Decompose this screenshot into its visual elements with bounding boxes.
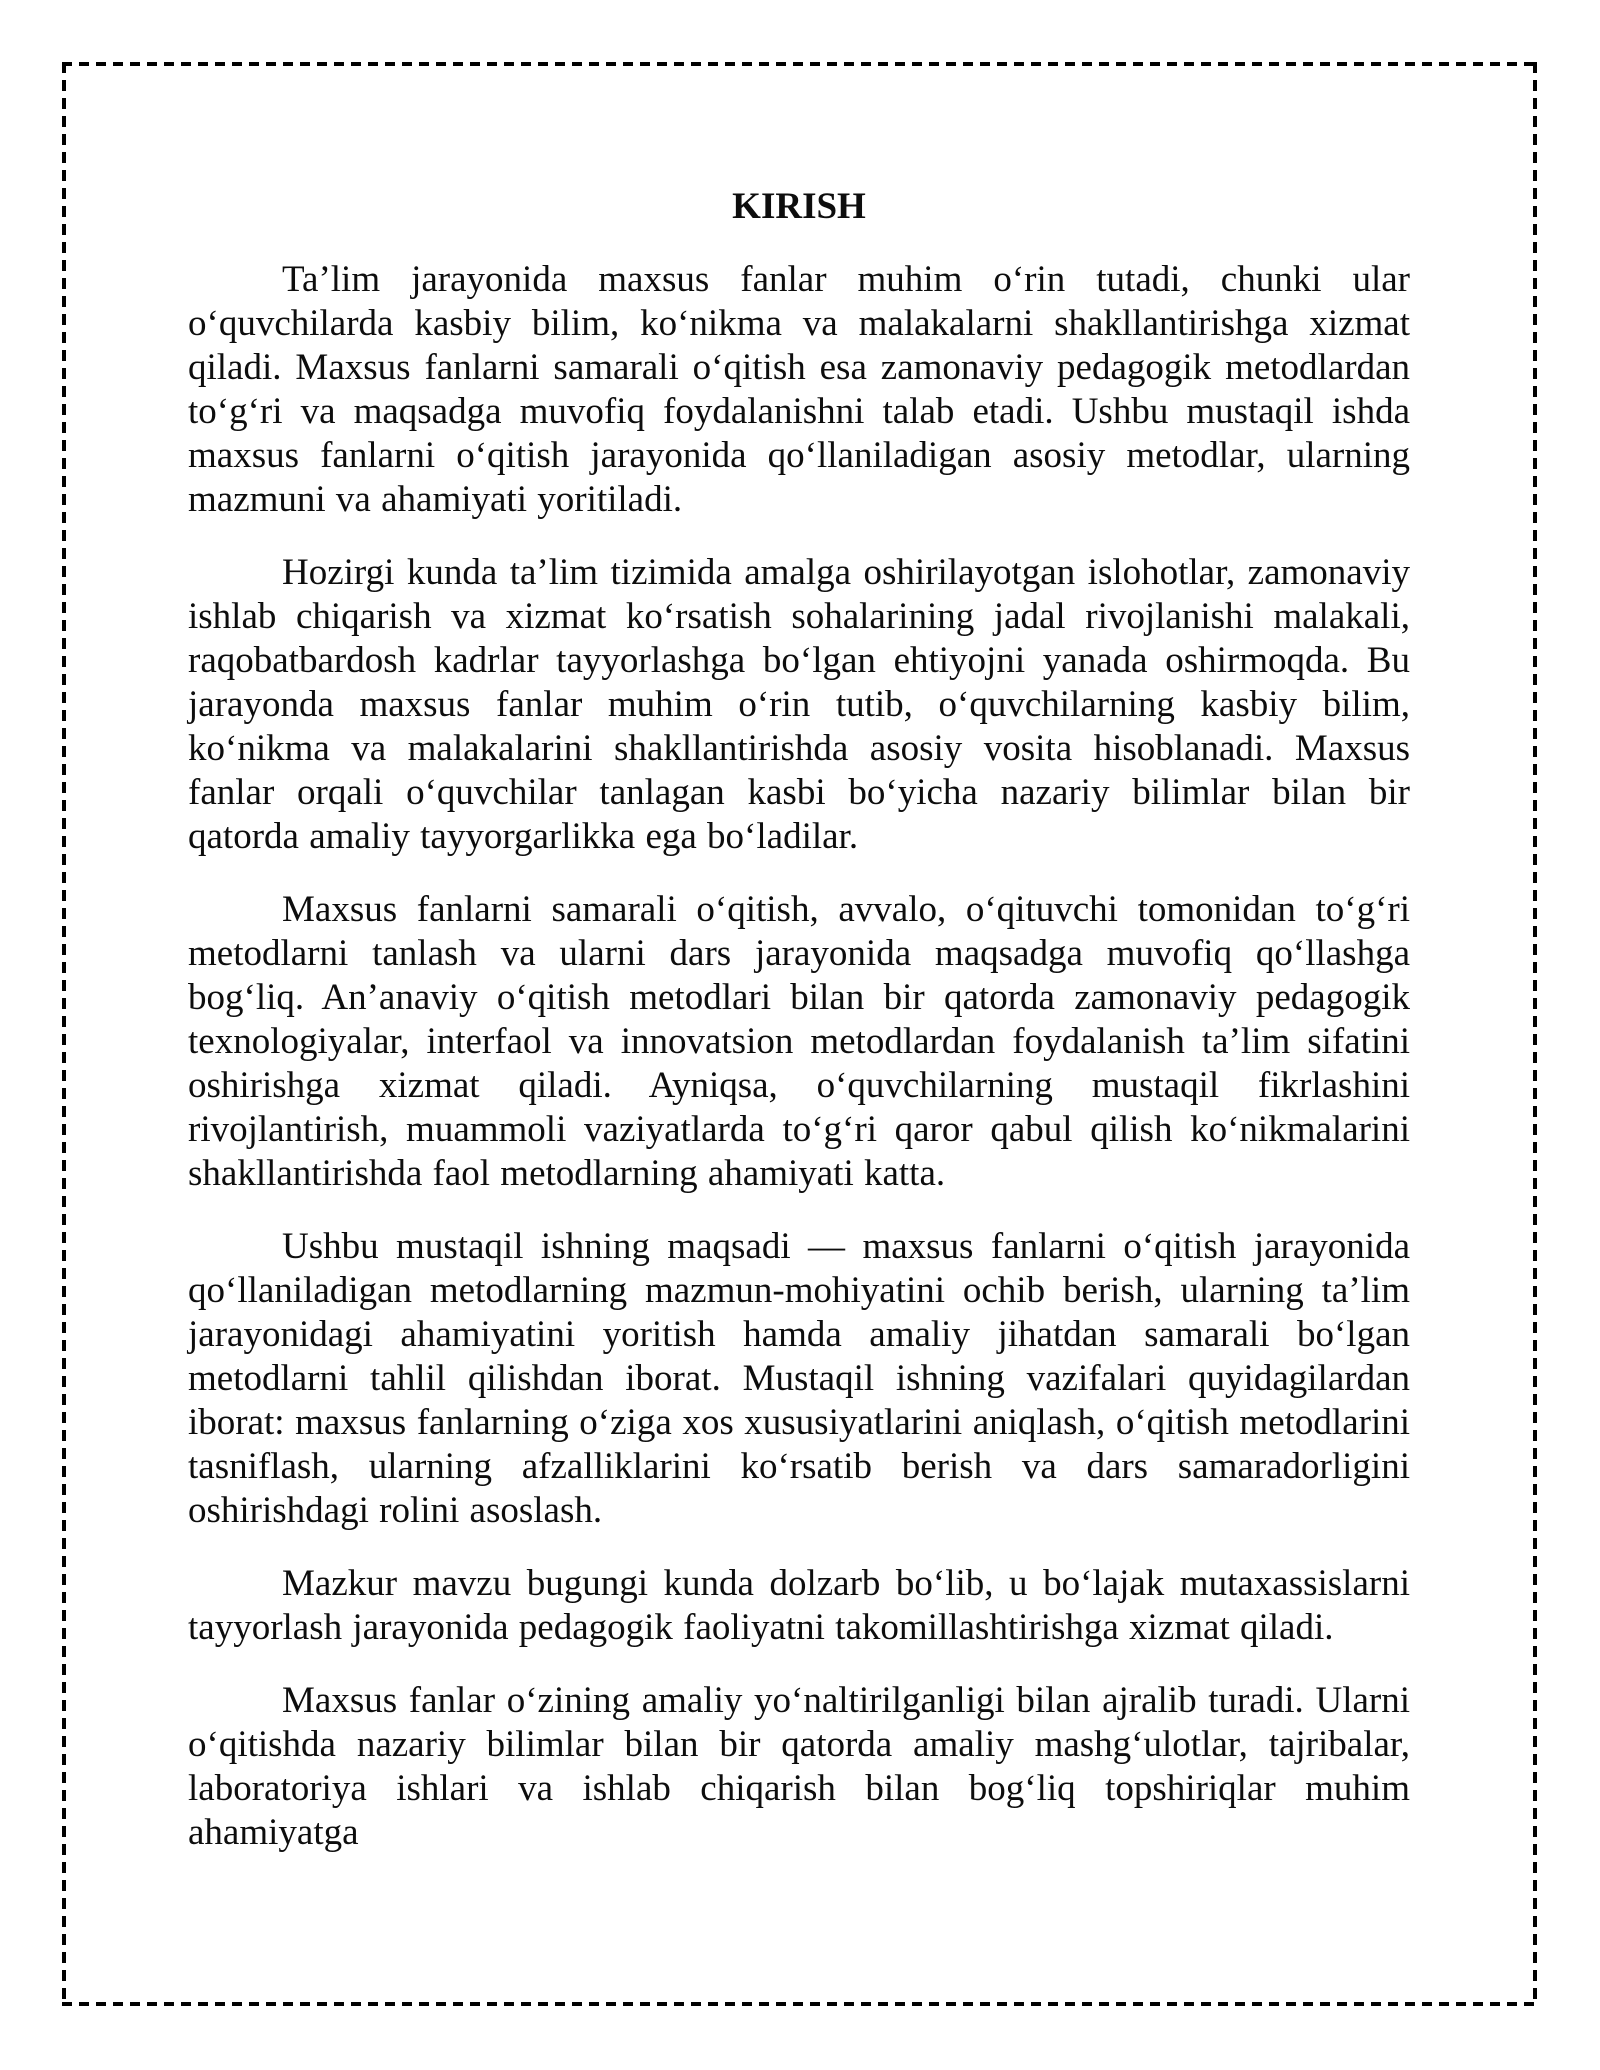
border-edge-left xyxy=(62,62,66,2006)
paragraph-list xyxy=(188,258,1410,1855)
border-edge-bottom xyxy=(62,2002,1537,2006)
paragraph: Maxsus fanlar o‘zining amaliy yo‘naltirilganligi bilan ajralib turadi. Ularni o‘qitishda nazariy bilimlar bilan bir qatorda amaliy mashg‘ulotlar, tajribalar, laboratoriya ishlari va ishlab chiqarish bilan bog‘liq topshiriqlar muhim ahamiyatga xyxy=(188,1680,1410,1853)
border-edge-right xyxy=(1533,62,1537,2006)
document-content xyxy=(188,185,1410,1855)
border-edge-top xyxy=(62,62,1537,66)
paragraph: Mazkur mavzu bugungi kunda dolzarb bo‘lib, u bo‘lajak mutaxassislarni tayyorlash jarayonida pedagogik faoliyatni takomillashtirishga xizmat qiladi. xyxy=(188,1563,1410,1648)
page-title: KIRISH xyxy=(732,186,866,227)
paragraph: Ta’lim jarayonida maxsus fanlar muhim o‘rin tutadi, chunki ular o‘quvchilarda kasbiy bilim, ko‘nikma va malakalarni shakllantirishga xizmat qiladi. Maxsus fanlarni samarali o‘qitish esa zamonaviy pedagogik metodlardan to‘g‘ri va maqsadga muvofiq foydalanishni talab etadi. Ushbu mustaqil ishda maxsus fanlarni o‘qitish jarayonida qo‘llaniladigan asosiy metodlar, ularning mazmuni va ahamiyati yoritiladi. xyxy=(188,259,1410,520)
paragraph: Hozirgi kunda ta’lim tizimida amalga oshirilayotgan islohotlar, zamonaviy ishlab chiqarish va xizmat ko‘rsatish sohalarining jadal rivojlanishi malakali, raqobatbardosh kadrlar tayyorlashga bo‘lgan ehtiyojni yanada oshirmoqda. Bu jarayonda maxsus fanlar muhim o‘rin tutib, o‘quvchilarning kasbiy bilim, ko‘nikma va malakalarini shakllantirishda asosiy vosita hisoblanadi. Maxsus fanlar orqali o‘quvchilar tanlagan kasbi bo‘yicha nazariy bilimlar bilan bir qatorda amaliy tayyorgarlikka ega bo‘ladilar. xyxy=(188,552,1410,857)
paragraph: Maxsus fanlarni samarali o‘qitish, avvalo, o‘qituvchi tomonidan to‘g‘ri metodlarni tanlash va ularni dars jarayonida maqsadga muvofiq qo‘llashga bog‘liq. An’anaviy o‘qitish metodlari bilan bir qatorda zamonaviy pedagogik texnologiyalar, interfaol va innovatsion metodlardan foydalanish ta’lim sifatini oshirishga xizmat qiladi. Ayniqsa, o‘quvchilarning mustaqil fikrlashini rivojlantirish, muammoli vaziyatlarda to‘g‘ri qaror qabul qilish ko‘nikmalarini shakllantirishda faol metodlarning ahamiyati katta. xyxy=(188,889,1410,1194)
paragraph: Ushbu mustaqil ishning maqsadi — maxsus fanlarni o‘qitish jarayonida qo‘llaniladigan metodlarning mazmun-mohiyatini ochib berish, ularning ta’lim jarayonidagi ahamiyatini yoritish hamda amaliy jihatdan samarali bo‘lgan metodlarni tahlil qilishdan iborat. Mustaqil ishning vazifalari quyidagilardan iborat: maxsus fanlarning o‘ziga xos xususiyatlarini aniqlash, o‘qitish metodlarini tasniflash, ularning afzalliklarini ko‘rsatib berish va dars samaradorligini oshirishdagi rolini asoslash. xyxy=(188,1226,1410,1531)
